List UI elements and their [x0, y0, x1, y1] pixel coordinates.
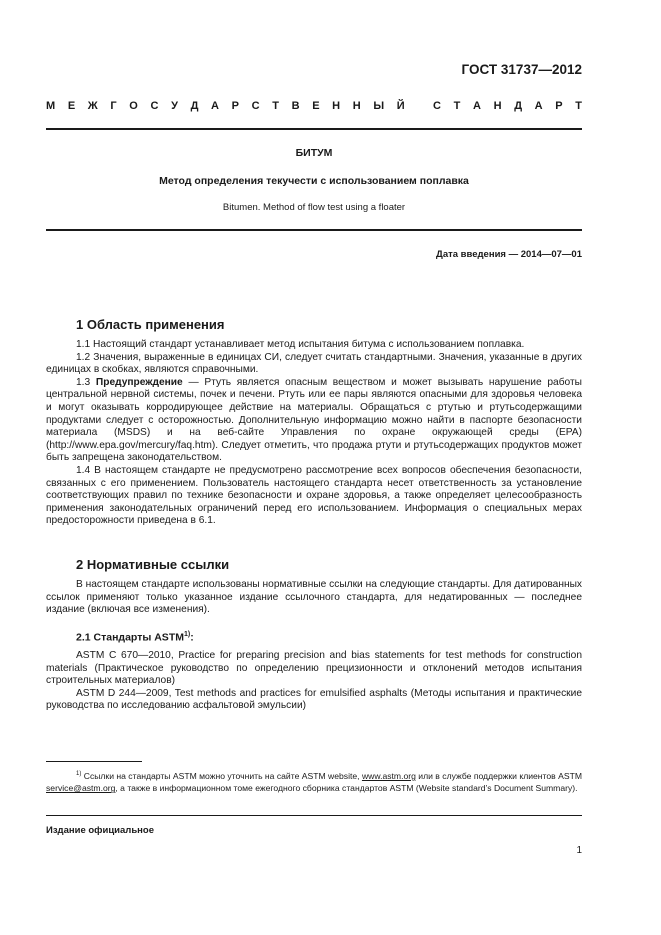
banner-letter: Г [110, 100, 117, 112]
banner-letter: М [46, 100, 56, 112]
header-rule-bottom [46, 229, 582, 231]
banner-letter: В [291, 100, 300, 112]
standard-title-english: Bitumen. Method of flow test using a floater [222, 202, 406, 213]
footnote-text-c: , а также в информационном томе ежегодного сборника стандартов ASTM (Website standard’s Document Summary). [115, 783, 578, 794]
paragraph-1-1: 1.1 Настоящий стандарт устанавливает метод испытания битума с использованием поплавка. [76, 339, 525, 350]
astm-website-link[interactable]: www.astm.org [361, 770, 416, 781]
footnote-separator [46, 761, 142, 762]
footnote-marker: 1) [76, 771, 82, 777]
banner-letter: С [251, 100, 260, 112]
banner-letter: Н [493, 100, 502, 112]
section-2-heading: 2 Нормативные ссылки [76, 557, 230, 572]
official-edition-label: Издание официальное [46, 825, 154, 836]
astm-references [46, 650, 582, 713]
banner-letter: У [171, 100, 178, 112]
banner-letter: С [150, 100, 159, 112]
banner-letter: Т [272, 100, 279, 112]
footnote-text-a: Ссылки на стандарты ASTM можно уточнить на сайте ASTM website, [81, 770, 362, 781]
section-1-body [46, 339, 582, 528]
page-number: 1 [576, 845, 582, 856]
banner-letter: Е [67, 100, 76, 112]
footnote [46, 768, 582, 795]
banner-letter: А [211, 100, 219, 112]
interstate-standard-banner [46, 100, 582, 112]
edition-rule [46, 815, 582, 816]
subsection-2-1-heading [76, 631, 194, 644]
header-rule-top [46, 128, 582, 130]
standard-subtitle: Метод определения текучести с использованием поплавка [159, 175, 469, 187]
banner-letter: Н [332, 100, 341, 112]
banner-letter: Д [190, 100, 199, 112]
banner-letter: Е [312, 100, 320, 112]
paragraph-1-3-number: 1.3 [76, 376, 96, 388]
subsection-2-1-title: 2.1 Стандарты ASTM [76, 631, 184, 644]
standard-title: БИТУМ [295, 147, 333, 159]
astm-service-email-link[interactable]: service@astm.org [46, 783, 116, 794]
paragraph-1-2: 1.2 Значения, выраженные в единицах СИ, следует считать стандартными. Значения, указанные в других единицах в скобках, являются справочными. [46, 351, 582, 376]
banner-letter: Ы [373, 100, 385, 112]
introduction-date: Дата введения — 2014—07—01 [436, 249, 582, 260]
reference-astm-d244: ASTM D 244—2009, Test methods and practices for emulsified asphalts (Методы испытания и практические руководства по исследованию асфальтовой эмульсии) [46, 687, 582, 712]
paragraph-1-4: 1.4 В настоящем стандарте не предусмотрено рассмотрение всех вопросов обеспечения безопасности, связанных с его применением. Пользователь настоящего стандарта несет ответственность за установление соответствующих правил по технике безопасности и охране здоровья, а также определяет целесообразность применения законодательных ограничений перед его использованием. Информация о специальных мерах предосторожности приведена в 6.1. [46, 464, 582, 527]
banner-letter: С [433, 100, 441, 112]
subsection-2-1-colon: : [190, 631, 194, 644]
section-1-heading: 1 Область применения [76, 317, 225, 332]
banner-letter: Ж [87, 100, 98, 112]
warning-label: Предупреждение [95, 376, 183, 388]
banner-letter: О [129, 100, 138, 112]
banner-letter: Т [453, 100, 461, 112]
banner-letter: А [473, 100, 481, 112]
gost-code: ГОСТ 31737—2012 [461, 62, 582, 77]
banner-letter: А [534, 100, 543, 112]
footnote-ref: 1) [183, 631, 191, 638]
banner-letter: Т [575, 100, 582, 112]
banner-letter: Р [555, 100, 563, 112]
section-2-intro [46, 579, 582, 617]
reference-astm-c670: ASTM C 670—2010, Practice for preparing precision and bias statements for test methods for construction materials (Практическое руководство по определению прецизионности и отклонений методов испытания строительных материалов) [46, 650, 582, 687]
paragraph-1-3 [46, 377, 582, 465]
paragraph-2-intro: В настоящем стандарте использованы нормативные ссылки на следующие стандарты. Для датированных ссылок применяют только указанное издание ссылочного стандарта, для недатированных — последнее издание (включая все изменения). [46, 579, 582, 616]
banner-letter: Й [396, 100, 405, 112]
banner-letter [417, 100, 420, 112]
banner-letter: Н [352, 100, 361, 112]
footnote-text-b: или в службе поддержки клиентов ASTM [415, 770, 582, 781]
banner-letter: Р [231, 100, 239, 112]
paragraph-1-3-text: — Ртуть является опасным веществом и может вызывать нарушение работы центральной нервной системы, почек и печени. Ртуть или ее пары являются опасными для здоровья человека и могут оказывать корродирующее действие на материалы. Обращаться с ртутью и ртутьсодержащими продуктами следует с осторожностью. Дополнительную информацию можно найти в паспорте безопасности материала (MSDS) и на веб-сайте Управления по охране окружающей среды (EPA) (http://www.epa.gov/mercury/faq.htm). Следует отметить, что продажа ртути и ртутьсодержащих продуктов может быть запрещена законодательством. [46, 376, 582, 464]
banner-letter: Д [514, 100, 523, 112]
